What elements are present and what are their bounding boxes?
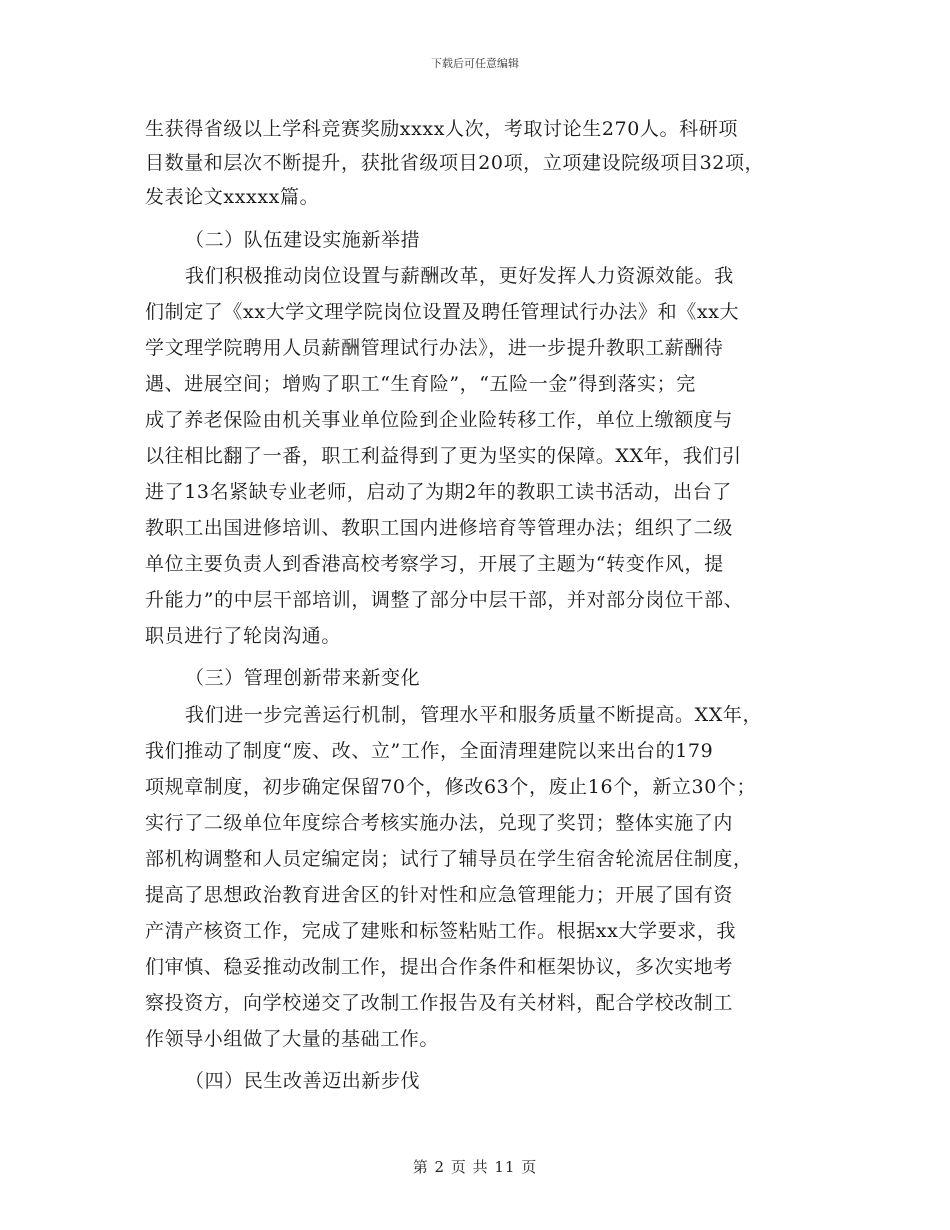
section-heading: （三）管理创新带来新变化 (185, 667, 421, 689)
section-heading: （二）队伍建设实施新举措 (185, 229, 421, 251)
page-footer: 第 2 页 共 11 页 (412, 1158, 538, 1176)
text-line: 我们推动了制度“废、改、立”工作，全面清理建院以来出台的179 (145, 740, 714, 762)
text-line: 职员进行了轮岗沟通。 (145, 625, 342, 647)
text-line: 遇、进展空间；增购了职工“生育险”，“五险一金”得到落实；完 (145, 373, 696, 395)
page-header: 下载后可任意编辑 (431, 57, 519, 70)
text-line: 实行了二级单位年度综合考核实施办法，兑现了奖罚；整体实施了内 (145, 812, 734, 834)
text-line: 察投资方，向学校递交了改制工作报告及有关材料，配合学校改制工 (145, 992, 734, 1014)
text-line: 作领导小组做了大量的基础工作。 (145, 1028, 440, 1050)
text-line: 成了养老保险由机关事业单位险到企业险转移工作，单位上缴额度与 (145, 409, 734, 431)
text-line: 提高了思想政治教育进舍区的针对性和应急管理能力；开展了国有资 (145, 884, 734, 906)
text-line: 学文理学院聘用人员薪酬管理试行办法》，进一步提升教职工薪酬待 (145, 337, 724, 359)
text-line: 们制定了《xx大学文理学院岗位设置及聘任管理试行办法》和《xx大 (145, 301, 740, 323)
text-line: 单位主要负责人到香港高校考察学习，开展了主题为“转变作风，提 (145, 553, 724, 575)
text-line: 我们进一步完善运行机制，管理水平和服务质量不断提高。XX年， (185, 704, 763, 726)
text-line: 们审慎、稳妥推动改制工作，提出合作条件和框架协议，多次实地考 (145, 956, 734, 978)
text-line: 发表论文xxxxx篇。 (145, 186, 320, 208)
text-line: 部机构调整和人员定编定岗；试行了辅导员在学生宿舍轮流居住制度， (145, 848, 753, 870)
text-line: 以往相比翻了一番，职工利益得到了更为坚实的保障。XX年，我们引 (145, 445, 742, 467)
text-line: 我们积极推动岗位设置与薪酬改革，更好发挥人力资源效能。我 (185, 265, 734, 287)
text-line: 项规章制度，初步确定保留70个，修改63个，废止16个，新立30个； (145, 776, 757, 798)
section-heading: （四）民生改善迈出新步伐 (185, 1070, 421, 1092)
text-line: 目数量和层次不断提升，获批省级项目20项，立项建设院级项目32项， (145, 152, 765, 174)
text-line: 升能力”的中层干部培训，调整了部分中层干部，并对部分岗位干部、 (145, 589, 744, 611)
text-line: 生获得省级以上学科竞赛奖励xxxx人次，考取讨论生270人。科研项 (145, 118, 738, 140)
text-line: 进了13名紧缺专业老师，启动了为期2年的教职工读书活动，出台了 (145, 481, 732, 503)
text-line: 产清产核资工作，完成了建账和标签粘贴工作。根据xx大学要求，我 (145, 920, 737, 942)
text-line: 教职工出国进修培训、教职工国内进修培育等管理办法；组织了二级 (145, 517, 734, 539)
